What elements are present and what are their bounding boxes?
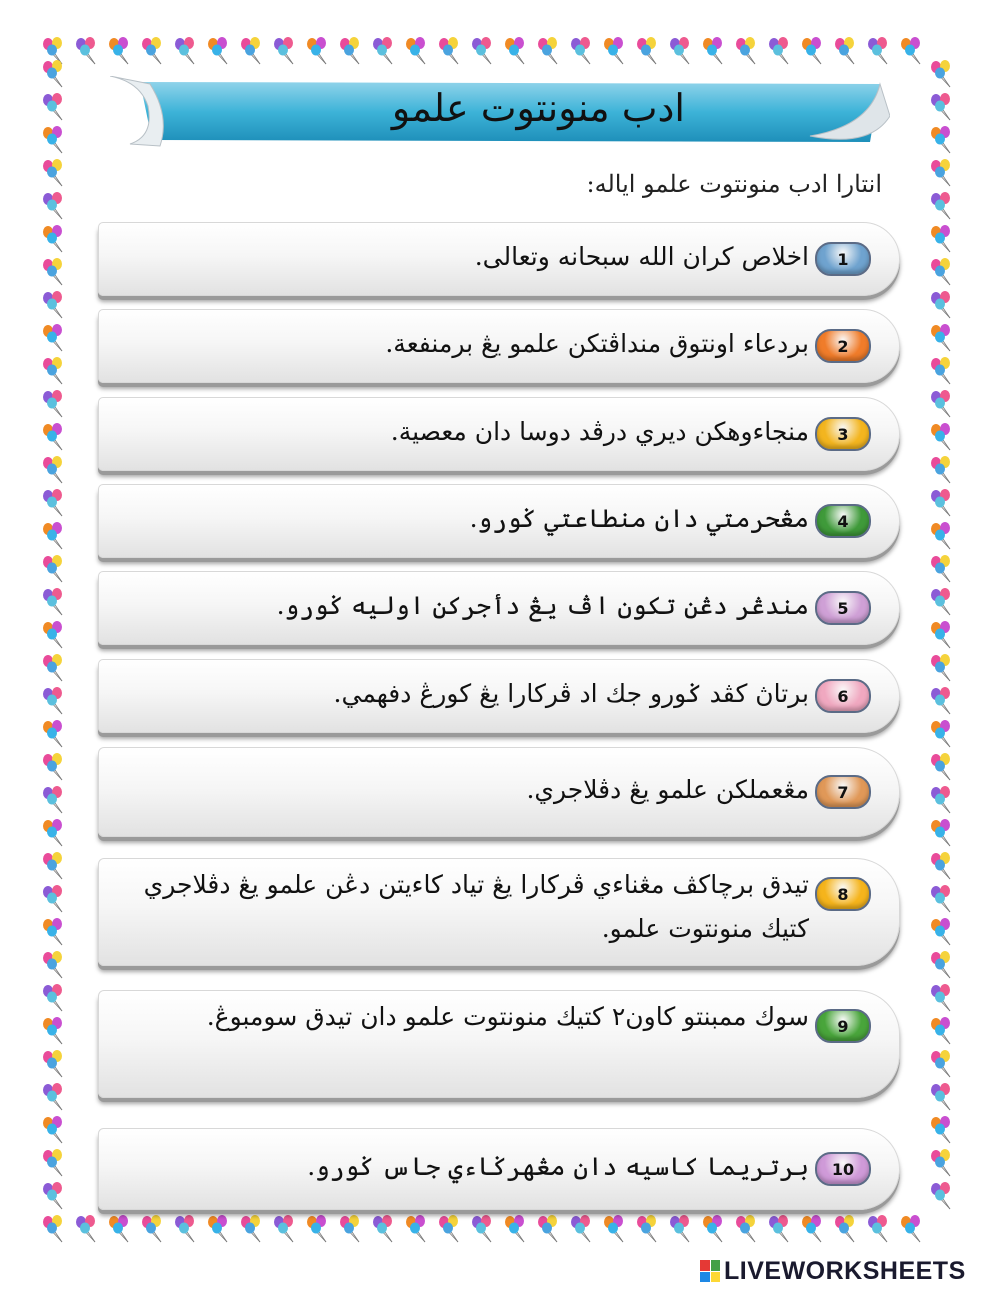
item-text: سوك ممبنتو كاون٢ كتيك منونتوت علمو دان تيدق سومبوڠ. [206, 1002, 809, 1031]
item-text: مندڠر دڠن تكون اڤ يڠ دأجركن اوليه ݢورو. [276, 591, 809, 620]
balloon-icon [601, 37, 627, 65]
balloon-icon [568, 37, 594, 65]
balloon-icon [634, 1215, 660, 1243]
balloon-icon [73, 1215, 99, 1243]
balloon-icon [370, 1215, 396, 1243]
balloon-icon [40, 1149, 66, 1177]
balloon-icon [766, 37, 792, 65]
balloon-icon [337, 1215, 363, 1243]
balloon-icon [40, 225, 66, 253]
balloon-icon [535, 37, 561, 65]
item-text: مڠحرمتي دان منطاعتي ݢورو. [469, 504, 809, 533]
balloon-border-left [36, 60, 70, 1220]
logo-mark-icon [700, 1260, 720, 1282]
balloon-icon [40, 588, 66, 616]
balloon-icon [40, 60, 66, 88]
balloon-icon [733, 1215, 759, 1243]
balloon-icon [40, 753, 66, 781]
balloon-icon [337, 37, 363, 65]
balloon-icon [928, 192, 954, 220]
balloon-icon [928, 357, 954, 385]
list-item [98, 858, 900, 966]
balloon-icon [40, 357, 66, 385]
item-text: برتريما كاسيه دان مڠهرݢاءي جاس ݢورو. [307, 1152, 809, 1181]
balloon-icon [40, 720, 66, 748]
title-banner [110, 76, 890, 148]
balloon-icon [106, 37, 132, 65]
item-number-badge: 6 [815, 679, 871, 713]
list-item [98, 747, 900, 837]
balloon-icon [928, 60, 954, 88]
item-number-badge: 8 [815, 877, 871, 911]
balloon-icon [634, 37, 660, 65]
balloon-icon [40, 819, 66, 847]
balloon-icon [601, 1215, 627, 1243]
balloon-icon [928, 225, 954, 253]
item-number-badge: 7 [815, 775, 871, 809]
list-item [98, 222, 900, 296]
balloon-icon [40, 93, 66, 121]
balloon-icon [928, 687, 954, 715]
balloon-icon [238, 1215, 264, 1243]
balloon-icon [40, 984, 66, 1012]
balloon-icon [535, 1215, 561, 1243]
item-number-badge: 3 [815, 417, 871, 451]
balloon-icon [928, 456, 954, 484]
balloon-icon [928, 984, 954, 1012]
balloon-icon [40, 654, 66, 682]
list-item [98, 484, 900, 558]
balloon-icon [40, 687, 66, 715]
balloon-icon [928, 720, 954, 748]
balloon-icon [928, 852, 954, 880]
balloon-icon [139, 1215, 165, 1243]
balloon-icon [928, 93, 954, 121]
balloon-icon [928, 819, 954, 847]
balloon-icon [40, 621, 66, 649]
item-number-badge: 5 [815, 591, 871, 625]
item-number-badge: 4 [815, 504, 871, 538]
balloon-icon [403, 1215, 429, 1243]
balloon-icon [40, 324, 66, 352]
balloon-icon [40, 291, 66, 319]
balloon-border-bottom [40, 1212, 960, 1246]
balloon-icon [667, 1215, 693, 1243]
balloon-icon [40, 522, 66, 550]
balloon-icon [172, 1215, 198, 1243]
balloon-icon [40, 159, 66, 187]
item-text: مڠعملكن علمو يڠ دڤلاجري. [526, 775, 809, 804]
balloon-icon [205, 1215, 231, 1243]
balloon-icon [928, 423, 954, 451]
balloon-icon [700, 1215, 726, 1243]
balloon-icon [436, 1215, 462, 1243]
balloon-icon [928, 1017, 954, 1045]
balloon-icon [40, 456, 66, 484]
balloon-icon [928, 885, 954, 913]
balloon-icon [40, 1182, 66, 1210]
balloon-icon [40, 885, 66, 913]
balloon-icon [40, 786, 66, 814]
balloon-icon [928, 522, 954, 550]
liveworksheets-logo [700, 1255, 966, 1287]
balloon-icon [40, 192, 66, 220]
balloon-icon [271, 37, 297, 65]
item-text: اخلاص كران الله سبحانه وتعالى. [474, 242, 809, 271]
list-item [98, 309, 900, 383]
item-number-badge: 2 [815, 329, 871, 363]
balloon-icon [40, 555, 66, 583]
balloon-icon [928, 390, 954, 418]
balloon-icon [469, 1215, 495, 1243]
balloon-icon [40, 951, 66, 979]
intro-text: انتارا ادب منونتوت علمو اياله: [586, 170, 882, 198]
balloon-border-top [40, 34, 960, 68]
balloon-icon [928, 126, 954, 154]
balloon-icon [928, 1182, 954, 1210]
balloon-icon [832, 37, 858, 65]
balloon-icon [271, 1215, 297, 1243]
balloon-icon [700, 37, 726, 65]
balloon-icon [40, 1017, 66, 1045]
list-item [98, 571, 900, 645]
item-text: منجاءوهكن ديري درڤد دوسا دان معصية. [390, 417, 809, 446]
page-title: ادب منونتوت علمو [391, 86, 685, 130]
balloon-icon [928, 588, 954, 616]
balloon-icon [865, 37, 891, 65]
balloon-icon [568, 1215, 594, 1243]
balloon-icon [865, 1215, 891, 1243]
balloon-icon [928, 291, 954, 319]
balloon-icon [799, 37, 825, 65]
balloon-icon [928, 555, 954, 583]
balloon-icon [832, 1215, 858, 1243]
balloon-icon [40, 489, 66, 517]
balloon-icon [40, 1050, 66, 1078]
balloon-icon [106, 1215, 132, 1243]
balloon-icon [928, 951, 954, 979]
balloon-icon [898, 37, 924, 65]
list-item [98, 397, 900, 471]
item-number-badge: 10 [815, 1152, 871, 1186]
item-text: تيدق برچاكڤ مڠناءي ڤركارا يڠ تياد كاءيتن دڠن علمو يڠ دڤلاجري كتيك منونتوت علمو. [143, 870, 809, 943]
brand-name: LIVEWORKSHEETS [724, 1256, 966, 1285]
balloon-icon [205, 37, 231, 65]
balloon-icon [40, 423, 66, 451]
list-item [98, 659, 900, 733]
balloon-icon [667, 37, 693, 65]
balloon-icon [928, 258, 954, 286]
balloon-icon [502, 37, 528, 65]
balloon-icon [928, 654, 954, 682]
balloon-icon [928, 786, 954, 814]
balloon-icon [436, 37, 462, 65]
balloon-icon [304, 37, 330, 65]
balloon-icon [799, 1215, 825, 1243]
item-text: بردعاء اونتوق منداڤتكن علمو يڠ برمنفعة. [385, 329, 809, 358]
balloon-icon [928, 1050, 954, 1078]
balloon-icon [928, 621, 954, 649]
balloon-icon [40, 258, 66, 286]
item-text: برتاڽ كڤد ݢورو جك اد ڤركارا يڠ كورڠ دفهمي. [333, 679, 809, 708]
balloon-icon [304, 1215, 330, 1243]
balloon-icon [733, 37, 759, 65]
balloon-border-right [924, 60, 958, 1220]
balloon-icon [40, 1083, 66, 1111]
balloon-icon [403, 37, 429, 65]
balloon-icon [928, 1116, 954, 1144]
balloon-icon [898, 1215, 924, 1243]
balloon-icon [40, 390, 66, 418]
item-number-badge: 9 [815, 1009, 871, 1043]
balloon-icon [139, 37, 165, 65]
balloon-icon [370, 37, 396, 65]
balloon-icon [766, 1215, 792, 1243]
balloon-icon [40, 1116, 66, 1144]
balloon-icon [238, 37, 264, 65]
balloon-icon [172, 37, 198, 65]
balloon-icon [73, 37, 99, 65]
list-item [98, 990, 900, 1098]
balloon-icon [928, 489, 954, 517]
balloon-icon [40, 126, 66, 154]
balloon-icon [928, 918, 954, 946]
item-number-badge: 1 [815, 242, 871, 276]
balloon-icon [928, 159, 954, 187]
balloon-icon [928, 753, 954, 781]
list-item [98, 1128, 900, 1210]
balloon-icon [40, 918, 66, 946]
balloon-icon [928, 1149, 954, 1177]
balloon-icon [928, 1083, 954, 1111]
balloon-icon [469, 37, 495, 65]
balloon-icon [928, 324, 954, 352]
balloon-icon [502, 1215, 528, 1243]
balloon-icon [40, 852, 66, 880]
